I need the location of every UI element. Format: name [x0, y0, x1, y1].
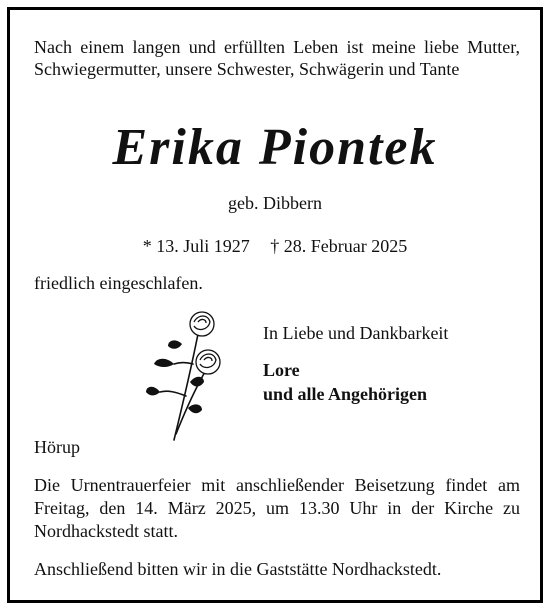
life-dates	[10, 235, 540, 257]
rose-icon	[146, 304, 226, 444]
thanks-text: In Liebe und Dankbarkeit	[263, 323, 449, 343]
maiden-name: geb. Dibbern	[228, 193, 322, 213]
ceremony-text: Die Urnentrauerfeier mit anschließender Beisetzung findet am Freitag, den 14. März 2025, um 13.30 Uhr in der Kirche zu Nordhackstedt statt.	[34, 475, 520, 541]
signature	[263, 358, 427, 406]
signature-line-2: und alle Angehörigen	[263, 384, 428, 404]
intro-text: Nach einem langen und erfüllten Leben ist meine liebe Mutter, Schwiegermutter, unsere Schwester, Schwägerin und Tante	[34, 37, 520, 79]
afterwards-text: Anschließend bitten wir in die Gaststätte Nordhackstedt.	[34, 559, 442, 579]
death-date: † 28. Februar 2025	[270, 236, 408, 256]
deceased-name: Erika Piontek	[112, 119, 438, 176]
death-notice	[7, 7, 543, 603]
place-name: Hörup	[34, 437, 80, 457]
signature-line-1: Lore	[263, 360, 300, 380]
birth-date: * 13. Juli 1927	[142, 236, 250, 256]
passing-text: friedlich eingeschlafen.	[34, 273, 203, 293]
